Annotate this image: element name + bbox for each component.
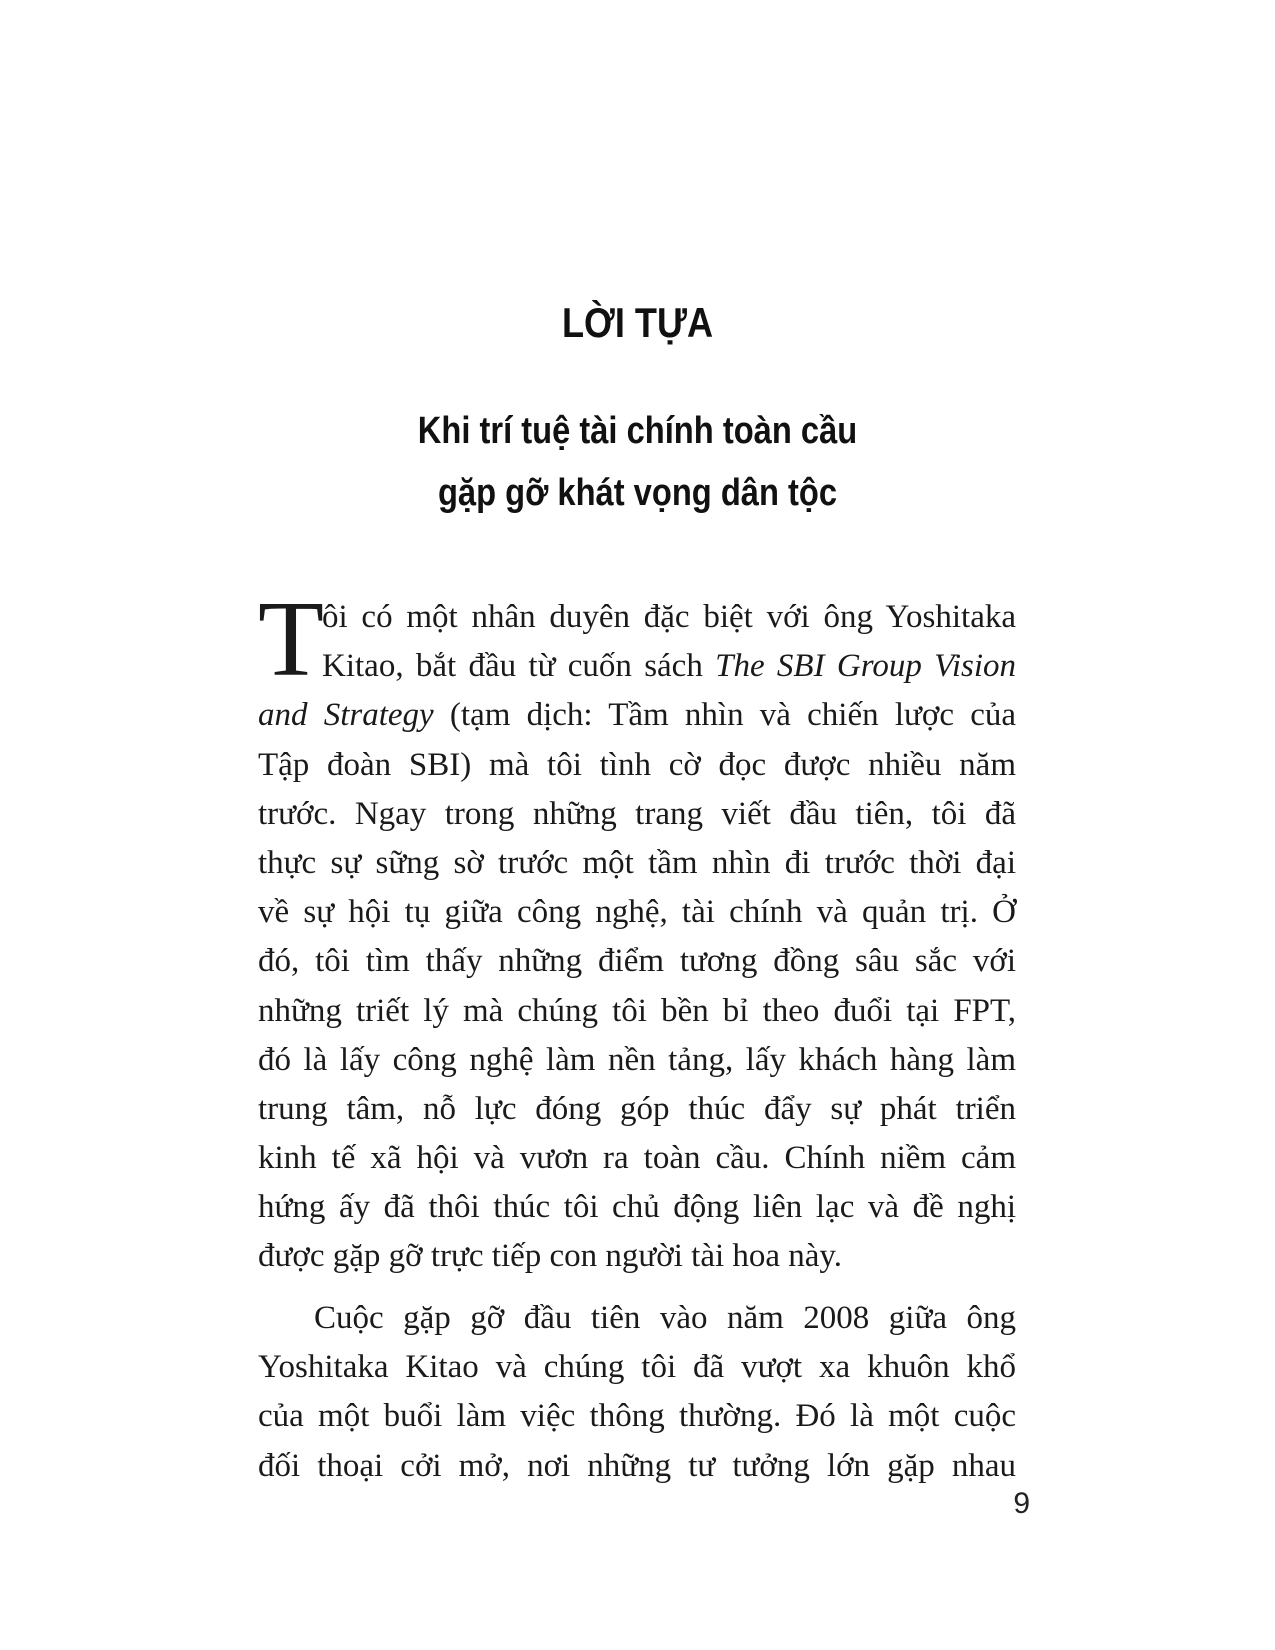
- chapter-subtitle: [89, 400, 1186, 524]
- text-line: [258, 642, 1016, 691]
- text-run: Kitao, bắt đầu từ cuốn sách: [322, 648, 716, 685]
- book-title-italic: and Strategy: [258, 697, 434, 734]
- text-line: trước. Ngay trong những trang viết đầu tiên, tôi đã: [258, 795, 1016, 832]
- text-line: đó, tôi tìm thấy những điểm tương đồng sâu sắc với: [258, 943, 1016, 980]
- text-line: Tập đoàn SBI) mà tôi tình cờ đọc được nhiều năm: [258, 746, 1016, 783]
- text-line: được gặp gỡ trực tiếp con người tài hoa này.: [258, 1238, 843, 1275]
- chapter-title: LỜI TỰA: [561, 299, 714, 346]
- text-line: kinh tế xã hội và vươn ra toàn cầu. Chính niềm cảm: [258, 1140, 1016, 1177]
- text-line: ôi có một nhân duyên đặc biệt với ông Yoshitaka: [322, 599, 1016, 635]
- text-line: Cuộc gặp gỡ đầu tiên vào năm 2008 giữa ông: [314, 1300, 1016, 1336]
- drop-cap: T: [258, 580, 324, 699]
- text-line: những triết lý mà chúng tôi bền bỉ theo đuổi tại FPT,: [258, 992, 1016, 1029]
- text-line: đối thoại cởi mở, nơi những tư tưởng lớn gặp nhau: [258, 1447, 1016, 1484]
- text-line: đó là lấy công nghệ làm nền tảng, lấy khách hàng làm: [258, 1041, 1016, 1078]
- text-line: của một buổi làm việc thông thường. Đó là một cuộc: [258, 1398, 1016, 1435]
- text-line: thực sự sững sờ trước một tầm nhìn đi trước thời đại: [258, 844, 1016, 881]
- paragraph-1: [258, 593, 1016, 1282]
- page-number: 9: [1013, 1487, 1030, 1520]
- text-line: [258, 691, 1016, 740]
- text-line: hứng ấy đã thôi thúc tôi chủ động liên lạc và đề nghị: [258, 1189, 1016, 1226]
- text-line: Yoshitaka Kitao và chúng tôi đã vượt xa khuôn khổ: [258, 1349, 1016, 1386]
- text-line: trung tâm, nỗ lực đóng góp thúc đẩy sự phát triển: [258, 1090, 1016, 1127]
- book-title-italic: The SBI Group Vision: [715, 648, 1017, 685]
- paragraph-2: [258, 1294, 1016, 1491]
- text-line: về sự hội tụ giữa công nghệ, tài chính và quản trị. Ở: [258, 894, 1016, 931]
- text-run: (tạm dịch: Tầm nhìn và chiến lược của: [433, 697, 1016, 734]
- subtitle-line-1: Khi trí tuệ tài chính toàn cầu: [417, 410, 858, 452]
- subtitle-line-2: gặp gỡ khát vọng dân tộc: [437, 472, 838, 514]
